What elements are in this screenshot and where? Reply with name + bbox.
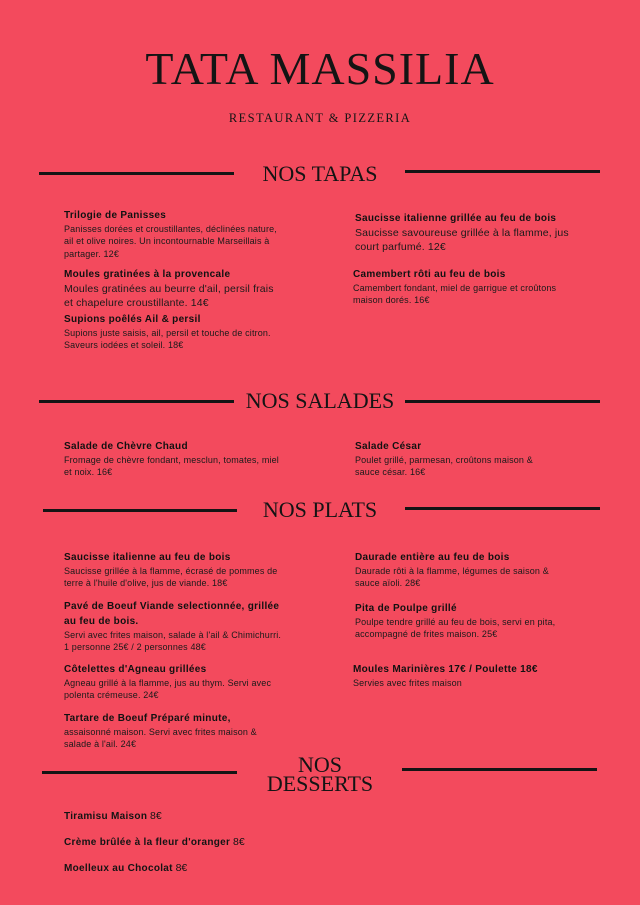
item-description: Daurade rôti à la flamme, légumes de saison & sauce aïoli. 28€ <box>355 565 549 589</box>
item-name: Camembert rôti au feu de bois <box>353 269 506 280</box>
item-name: Saucisse italienne au feu de bois <box>64 552 231 563</box>
item-name: Salade César <box>355 441 422 452</box>
dessert-price: 8€ <box>233 836 245 848</box>
menu-item <box>355 440 560 479</box>
item-name: Supions poêlés Ail & persil <box>64 314 201 325</box>
item-name: Côtelettes d'Agneau grillées <box>64 664 207 675</box>
menu-item <box>353 268 563 307</box>
menu-item <box>64 313 276 352</box>
menu-item <box>64 600 284 654</box>
menu-item <box>355 602 565 641</box>
dessert-item <box>64 836 245 848</box>
item-description: Saucisse savoureuse grillée à la flamme, jus court parfumé. 12€ <box>355 226 569 253</box>
menu-item <box>64 712 282 751</box>
dessert-name: Tiramisu Maison <box>64 811 148 822</box>
dessert-name: Moelleux au Chocolat <box>64 863 173 874</box>
item-name: Salade de Chèvre Chaud <box>64 441 188 452</box>
dessert-item <box>64 862 187 874</box>
section-title-tapas: NOS TAPAS <box>262 161 378 186</box>
item-name: Tartare de Boeuf Préparé minute, <box>64 713 231 724</box>
restaurant-subtitle: RESTAURANT & PIZZERIA <box>228 111 412 125</box>
menu-item <box>64 551 290 590</box>
item-description: Poulet grillé, parmesan, croûtons maison & sauce césar. 16€ <box>355 454 533 478</box>
item-name: Pavé de Boeuf Viande selectionnée, grillée au feu de bois. <box>64 601 280 627</box>
menu-item <box>353 663 583 689</box>
section-title-desserts-line1: NOS <box>297 752 342 777</box>
item-description: Camembert fondant, miel de garrigue et croûtons maison dorés. 16€ <box>353 282 557 306</box>
section-title-desserts-line2: DESSERTS <box>266 771 374 796</box>
dessert-price: 8€ <box>175 862 188 874</box>
item-description: assaisonné maison. Servi avec frites maison & salade à l'ail. 24€ <box>64 726 257 750</box>
item-description: Servi avec frites maison, salade à l'ail & Chimichurri. 1 personne 25€ / 2 personnes 48€ <box>64 630 282 653</box>
section-title-plats: NOS PLATS <box>262 497 378 522</box>
menu-item <box>355 212 573 254</box>
section-title-salades: NOS SALADES <box>245 388 395 413</box>
item-name: Pita de Poulpe grillé <box>355 603 457 614</box>
item-name: Moules gratinées à la provencale <box>64 269 231 280</box>
item-name: Trilogie de Panisses <box>64 210 167 221</box>
item-description: Servies avec frites maison <box>353 677 462 688</box>
item-name: Daurade entière au feu de bois <box>355 552 510 563</box>
item-description: Fromage de chèvre fondant, mesclun, tomates, miel et noix. 16€ <box>64 454 279 478</box>
dessert-item <box>64 810 162 822</box>
dessert-name: Crème brûlée à la fleur d'oranger <box>64 837 231 848</box>
item-description: Panisses dorées et croustillantes, déclinées nature, ail et olive noires. Un incontournable Marseillais à partager. 12€ <box>64 223 277 259</box>
item-description: Agneau grillé à la flamme, jus au thym. Servi avec polenta crémeuse. 24€ <box>64 677 272 701</box>
menu-item <box>64 209 278 260</box>
item-description: Moules gratinées au beurre d'ail, persil frais et chapelure croustillante. 14€ <box>64 282 274 309</box>
item-description: Saucisse grillée à la flamme, écrasé de pommes de terre à l'huile d'olive, jus de viande. 18€ <box>64 565 278 589</box>
menu-item <box>64 268 278 310</box>
menu-item <box>64 663 276 702</box>
item-name: Moules Marinières 17€ / Poulette 18€ <box>353 664 538 675</box>
restaurant-title: TATA MASSILIA <box>145 43 495 94</box>
dessert-price: 8€ <box>150 810 162 822</box>
item-name: Saucisse italienne grillée au feu de bois <box>355 213 557 224</box>
menu-item <box>355 551 573 590</box>
item-description: Poulpe tendre grillé au feu de bois, servi en pita, accompagné de frites maison. 25€ <box>355 616 556 640</box>
menu-item <box>64 440 284 479</box>
item-description: Supions juste saisis, ail, persil et touche de citron. Saveurs iodées et soleil. 18€ <box>64 327 271 351</box>
